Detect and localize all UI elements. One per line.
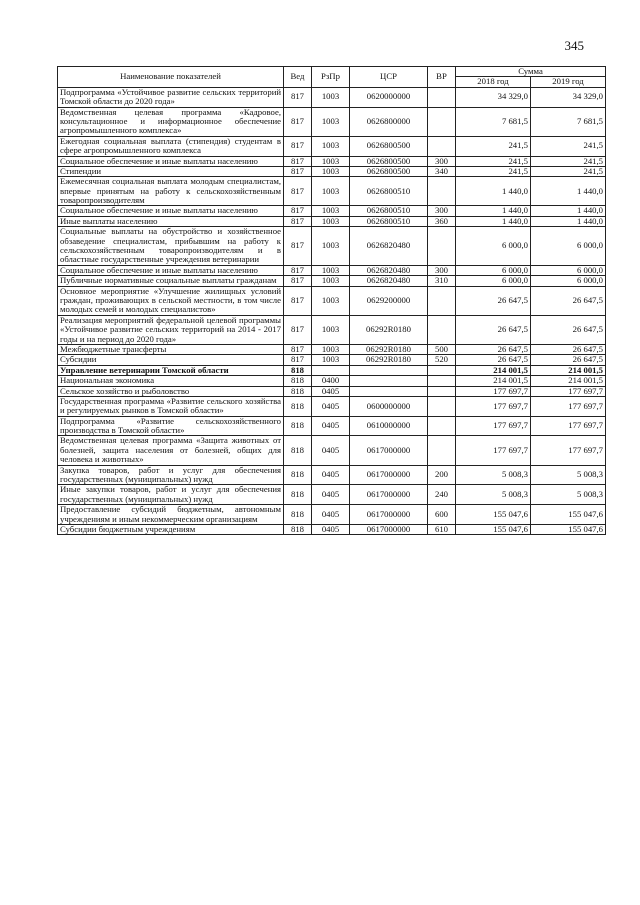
cell-2019: 1 440,0 xyxy=(531,206,606,216)
cell-vr: 500 xyxy=(428,344,456,354)
cell-rzpr: 0405 xyxy=(312,386,350,396)
cell-2019: 5 008,3 xyxy=(531,485,606,505)
cell-rzpr: 1003 xyxy=(312,177,350,206)
cell-rzpr: 1003 xyxy=(312,265,350,275)
cell-2019: 6 000,0 xyxy=(531,276,606,286)
cell-csr: 0617000000 xyxy=(350,465,428,485)
table-row xyxy=(58,87,606,107)
cell-name: Сельское хозяйство и рыболовство xyxy=(58,386,284,396)
cell-name: Ежемесячная социальная выплата молодым специалистам, впервые принятым на работу к сельскохозяйственным товаропроизводителям xyxy=(58,177,284,206)
table-row xyxy=(58,355,606,365)
header-name: Наименование показателей xyxy=(58,67,284,88)
cell-vr xyxy=(428,87,456,107)
cell-vr: 340 xyxy=(428,166,456,176)
cell-2019: 6 000,0 xyxy=(531,227,606,266)
cell-rzpr: 0405 xyxy=(312,396,350,416)
cell-2019: 26 647,5 xyxy=(531,355,606,365)
cell-2019: 155 047,6 xyxy=(531,505,606,525)
header-vr: ВР xyxy=(428,67,456,88)
cell-2019: 26 647,5 xyxy=(531,344,606,354)
cell-rzpr: 1003 xyxy=(312,206,350,216)
cell-vr: 300 xyxy=(428,206,456,216)
cell-2018: 177 697,7 xyxy=(456,436,531,465)
cell-name: Подпрограмма «Устойчивое развитие сельских территорий Томской области до 2020 года» xyxy=(58,87,284,107)
cell-vr: 300 xyxy=(428,265,456,275)
cell-rzpr: 0400 xyxy=(312,376,350,386)
cell-2019: 214 001,5 xyxy=(531,376,606,386)
cell-2018: 155 047,6 xyxy=(456,505,531,525)
cell-2019: 5 008,3 xyxy=(531,465,606,485)
cell-rzpr: 1003 xyxy=(312,156,350,166)
header-csr: ЦСР xyxy=(350,67,428,88)
cell-ved: 818 xyxy=(284,485,312,505)
table-row xyxy=(58,156,606,166)
cell-name: Закупка товаров, работ и услуг для обеспечения государственных (муниципальных) нужд xyxy=(58,465,284,485)
cell-2019: 34 329,0 xyxy=(531,87,606,107)
table-row xyxy=(58,376,606,386)
cell-csr: 06292R0180 xyxy=(350,344,428,354)
cell-csr: 0617000000 xyxy=(350,436,428,465)
table-row xyxy=(58,286,606,315)
cell-name: Ежегодная социальная выплата (стипендия) студентам в сфере агропромышленного комплекса xyxy=(58,136,284,156)
cell-2019: 26 647,5 xyxy=(531,315,606,344)
table-row xyxy=(58,216,606,226)
cell-name: Основное мероприятие «Улучшение жилищных условий граждан, проживающих в сельской местности, в том числе молодых семей и молодых специалистов» xyxy=(58,286,284,315)
cell-2018: 241,5 xyxy=(456,156,531,166)
cell-name: Подпрограмма «Развитие сельскохозяйственного производства в Томской области» xyxy=(58,416,284,436)
table-row xyxy=(58,386,606,396)
cell-2018: 1 440,0 xyxy=(456,216,531,226)
cell-csr xyxy=(350,386,428,396)
cell-rzpr: 1003 xyxy=(312,166,350,176)
cell-ved: 817 xyxy=(284,136,312,156)
cell-csr: 0626800510 xyxy=(350,206,428,216)
cell-rzpr: 0405 xyxy=(312,465,350,485)
cell-ved: 817 xyxy=(284,107,312,136)
table-row xyxy=(58,276,606,286)
cell-2018: 214 001,5 xyxy=(456,365,531,375)
cell-2018: 26 647,5 xyxy=(456,286,531,315)
table-row xyxy=(58,344,606,354)
cell-ved: 818 xyxy=(284,465,312,485)
cell-ved: 818 xyxy=(284,365,312,375)
cell-csr: 0610000000 xyxy=(350,416,428,436)
cell-rzpr: 1003 xyxy=(312,227,350,266)
header-2018: 2018 год xyxy=(456,77,531,87)
cell-csr: 0626800500 xyxy=(350,166,428,176)
cell-name: Управление ветеринарии Томской области xyxy=(58,365,284,375)
cell-2019: 26 647,5 xyxy=(531,286,606,315)
cell-rzpr: 1003 xyxy=(312,355,350,365)
cell-rzpr: 1003 xyxy=(312,315,350,344)
cell-csr: 0626820480 xyxy=(350,265,428,275)
cell-2018: 1 440,0 xyxy=(456,206,531,216)
cell-ved: 817 xyxy=(284,344,312,354)
cell-2018: 241,5 xyxy=(456,166,531,176)
cell-name: Национальная экономика xyxy=(58,376,284,386)
table-body xyxy=(58,87,606,535)
cell-2018: 6 000,0 xyxy=(456,227,531,266)
cell-ved: 817 xyxy=(284,206,312,216)
cell-2018: 34 329,0 xyxy=(456,87,531,107)
cell-csr: 06292R0180 xyxy=(350,315,428,344)
table-row xyxy=(58,524,606,534)
cell-rzpr: 1003 xyxy=(312,87,350,107)
cell-vr xyxy=(428,227,456,266)
cell-2019: 177 697,7 xyxy=(531,386,606,396)
cell-name: Иные выплаты населению xyxy=(58,216,284,226)
cell-2018: 5 008,3 xyxy=(456,465,531,485)
cell-vr: 520 xyxy=(428,355,456,365)
cell-ved: 817 xyxy=(284,177,312,206)
cell-csr: 0629200000 xyxy=(350,286,428,315)
cell-2019: 177 697,7 xyxy=(531,396,606,416)
cell-2018: 26 647,5 xyxy=(456,344,531,354)
cell-csr: 0620000000 xyxy=(350,87,428,107)
cell-vr: 300 xyxy=(428,156,456,166)
cell-name: Стипендии xyxy=(58,166,284,176)
cell-vr: 600 xyxy=(428,505,456,525)
cell-2019: 7 681,5 xyxy=(531,107,606,136)
cell-ved: 818 xyxy=(284,416,312,436)
cell-vr: 360 xyxy=(428,216,456,226)
cell-ved: 817 xyxy=(284,265,312,275)
cell-2018: 214 001,5 xyxy=(456,376,531,386)
table-row xyxy=(58,396,606,416)
cell-name: Социальное обеспечение и иные выплаты населению xyxy=(58,206,284,216)
table-row xyxy=(58,485,606,505)
cell-name: Социальное обеспечение и иные выплаты населению xyxy=(58,265,284,275)
cell-csr: 06292R0180 xyxy=(350,355,428,365)
cell-vr xyxy=(428,286,456,315)
cell-name: Ведомственная целевая программа «Кадровое, консультационное и информационное обеспечение агропромышленного комплекса» xyxy=(58,107,284,136)
table-row xyxy=(58,206,606,216)
cell-rzpr: 1003 xyxy=(312,136,350,156)
cell-rzpr: 1003 xyxy=(312,286,350,315)
cell-vr: 610 xyxy=(428,524,456,534)
cell-name: Социальные выплаты на обустройство и хозяйственное обзаведение специалистам, прибывшим на работу к сельскохозяйственным товаропроизводителям и в областные государственные учреждения ветеринарии xyxy=(58,227,284,266)
cell-2019: 155 047,6 xyxy=(531,524,606,534)
cell-2019: 177 697,7 xyxy=(531,416,606,436)
cell-name: Иные закупки товаров, работ и услуг для обеспечения государственных (муниципальных) нужд xyxy=(58,485,284,505)
cell-name: Субсидии xyxy=(58,355,284,365)
cell-name: Субсидии бюджетным учреждениям xyxy=(58,524,284,534)
table-row xyxy=(58,166,606,176)
cell-name: Государственная программа «Развитие сельского хозяйства и регулируемых рынков в Томской области» xyxy=(58,396,284,416)
cell-2018: 5 008,3 xyxy=(456,485,531,505)
cell-ved: 818 xyxy=(284,376,312,386)
cell-rzpr: 1003 xyxy=(312,107,350,136)
cell-2018: 177 697,7 xyxy=(456,386,531,396)
cell-ved: 818 xyxy=(284,436,312,465)
cell-2018: 241,5 xyxy=(456,136,531,156)
cell-csr: 0626800510 xyxy=(350,177,428,206)
header-2019: 2019 год xyxy=(531,77,606,87)
table-row xyxy=(58,265,606,275)
cell-csr: 0617000000 xyxy=(350,524,428,534)
cell-ved: 818 xyxy=(284,524,312,534)
cell-rzpr: 0405 xyxy=(312,505,350,525)
table-row xyxy=(58,107,606,136)
cell-csr: 0617000000 xyxy=(350,485,428,505)
cell-csr: 0626800500 xyxy=(350,156,428,166)
cell-ved: 818 xyxy=(284,386,312,396)
cell-rzpr xyxy=(312,365,350,375)
cell-csr: 0626800510 xyxy=(350,216,428,226)
cell-csr: 0626820480 xyxy=(350,276,428,286)
cell-rzpr: 0405 xyxy=(312,436,350,465)
cell-rzpr: 1003 xyxy=(312,344,350,354)
cell-csr: 0626820480 xyxy=(350,227,428,266)
cell-ved: 817 xyxy=(284,166,312,176)
table-row xyxy=(58,436,606,465)
cell-name: Ведомственная целевая программа «Защита животных от болезней, защита населения от болезней, общих для человека и животных» xyxy=(58,436,284,465)
cell-vr xyxy=(428,436,456,465)
cell-name: Социальное обеспечение и иные выплаты населению xyxy=(58,156,284,166)
cell-2019: 177 697,7 xyxy=(531,436,606,465)
cell-vr xyxy=(428,376,456,386)
header-ved: Вед xyxy=(284,67,312,88)
table-header xyxy=(58,67,606,88)
cell-2018: 26 647,5 xyxy=(456,355,531,365)
cell-vr: 310 xyxy=(428,276,456,286)
cell-name: Межбюджетные трансферты xyxy=(58,344,284,354)
cell-ved: 818 xyxy=(284,396,312,416)
cell-2018: 6 000,0 xyxy=(456,276,531,286)
cell-2018: 6 000,0 xyxy=(456,265,531,275)
cell-csr: 0626800000 xyxy=(350,107,428,136)
page-number: 345 xyxy=(564,38,584,53)
table-row xyxy=(58,136,606,156)
cell-vr xyxy=(428,416,456,436)
cell-2018: 26 647,5 xyxy=(456,315,531,344)
cell-vr: 240 xyxy=(428,485,456,505)
cell-ved: 817 xyxy=(284,156,312,166)
cell-ved: 817 xyxy=(284,276,312,286)
cell-csr: 0600000000 xyxy=(350,396,428,416)
cell-2018: 177 697,7 xyxy=(456,416,531,436)
table-row xyxy=(58,465,606,485)
table-row xyxy=(58,505,606,525)
cell-2019: 214 001,5 xyxy=(531,365,606,375)
cell-vr xyxy=(428,136,456,156)
header-sum: Сумма xyxy=(456,67,606,77)
cell-csr: 0626800500 xyxy=(350,136,428,156)
table-row xyxy=(58,365,606,375)
cell-csr: 0617000000 xyxy=(350,505,428,525)
cell-ved: 817 xyxy=(284,315,312,344)
cell-ved: 817 xyxy=(284,286,312,315)
cell-2018: 7 681,5 xyxy=(456,107,531,136)
cell-2019: 1 440,0 xyxy=(531,216,606,226)
table-row xyxy=(58,315,606,344)
cell-name: Публичные нормативные социальные выплаты гражданам xyxy=(58,276,284,286)
cell-ved: 818 xyxy=(284,505,312,525)
cell-name: Предоставление субсидий бюджетным, автономным учреждениям и иным некоммерческим организациям xyxy=(58,505,284,525)
table-row xyxy=(58,416,606,436)
cell-csr xyxy=(350,376,428,386)
cell-2018: 1 440,0 xyxy=(456,177,531,206)
cell-name: Реализация мероприятий федеральной целевой программы «Устойчивое развитие сельских территорий на 2014 - 2017 годы и на период до 2020 года» xyxy=(58,315,284,344)
cell-csr xyxy=(350,365,428,375)
cell-vr xyxy=(428,315,456,344)
cell-vr xyxy=(428,107,456,136)
cell-rzpr: 0405 xyxy=(312,416,350,436)
cell-ved: 817 xyxy=(284,227,312,266)
cell-ved: 817 xyxy=(284,87,312,107)
header-rzpr: РзПр xyxy=(312,67,350,88)
cell-2019: 241,5 xyxy=(531,166,606,176)
table-row xyxy=(58,227,606,266)
cell-vr xyxy=(428,386,456,396)
cell-2018: 155 047,6 xyxy=(456,524,531,534)
cell-ved: 817 xyxy=(284,355,312,365)
cell-vr xyxy=(428,365,456,375)
cell-ved: 817 xyxy=(284,216,312,226)
cell-rzpr: 1003 xyxy=(312,276,350,286)
cell-vr xyxy=(428,396,456,416)
cell-vr xyxy=(428,177,456,206)
cell-rzpr: 0405 xyxy=(312,485,350,505)
table-row xyxy=(58,177,606,206)
cell-2019: 241,5 xyxy=(531,136,606,156)
cell-rzpr: 0405 xyxy=(312,524,350,534)
budget-table xyxy=(57,66,606,535)
cell-2019: 1 440,0 xyxy=(531,177,606,206)
cell-2018: 177 697,7 xyxy=(456,396,531,416)
cell-vr: 200 xyxy=(428,465,456,485)
cell-2019: 241,5 xyxy=(531,156,606,166)
cell-rzpr: 1003 xyxy=(312,216,350,226)
cell-2019: 6 000,0 xyxy=(531,265,606,275)
